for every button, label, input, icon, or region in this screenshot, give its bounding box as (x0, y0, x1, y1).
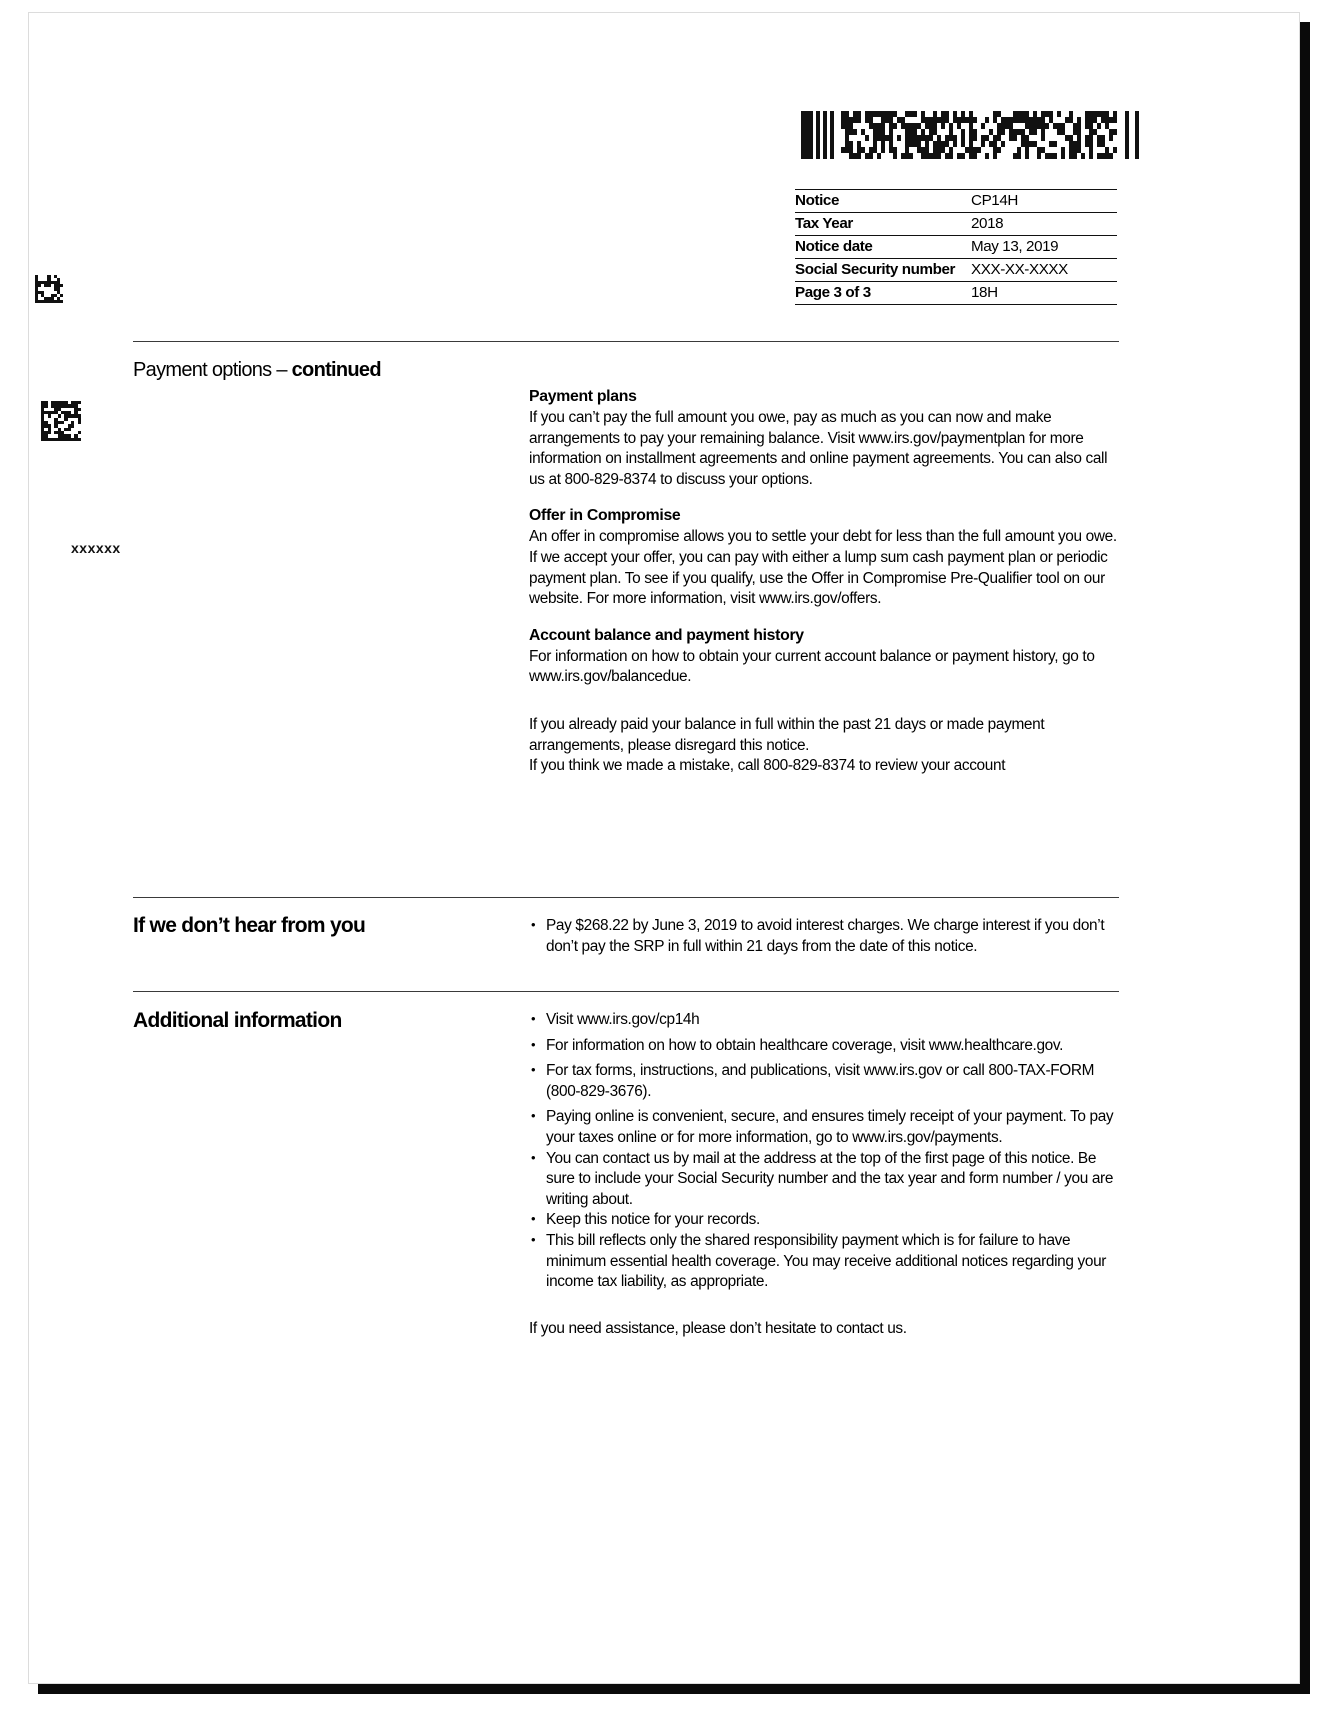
list-item: • This bill reflects only the shared responsibility payment which is for failure to have minimum essential health coverage. You may receive additional notices regarding your income tax liability, as appropriate. (529, 1231, 1119, 1293)
notice-date-value: May 13, 2019 (971, 236, 1117, 259)
payment-options-body (529, 386, 1119, 777)
block-payment-plans (529, 386, 1119, 490)
paragraph-account-balance: For information on how to obtain your current account balance or payment history, go to www.irs.gov/balancedue. (529, 647, 1095, 686)
ssn-label: Social Security number (795, 259, 971, 282)
list-item: • Keep this notice for your records. (529, 1210, 1119, 1231)
table-row (795, 282, 1117, 305)
table-row (795, 236, 1117, 259)
margin-datamatrix-icon-middle (41, 401, 81, 441)
table-row (795, 213, 1117, 236)
mail-routing-barcode (801, 111, 1143, 159)
section-title-payment-options-bold: continued (291, 359, 381, 381)
if-we-dont-hear-body (529, 916, 1119, 957)
notice-date-label: Notice date (795, 236, 971, 259)
ssn-value: XXX-XX-XXXX (971, 259, 1117, 282)
heading-account-balance: Account balance and payment history (529, 626, 804, 644)
page-number-label: Page 3 of 3 (795, 282, 971, 305)
margin-code-text: xxxxxx (71, 540, 121, 556)
list-item: • Visit www.irs.gov/cp14h (529, 1010, 1119, 1031)
section-title-if-we-dont-hear: If we don’t hear from you (133, 914, 366, 937)
notice-page (28, 12, 1300, 1684)
block-offer-in-compromise (529, 505, 1119, 609)
section-title-payment-options (133, 359, 381, 382)
list-item: • For information on how to obtain healthcare coverage, visit www.healthcare.gov. (529, 1036, 1119, 1057)
paragraph-already-paid: If you already paid your balance in full within the past 21 days or made payment arrangements, please disregard this notice. (529, 715, 1045, 754)
notice-label: Notice (795, 190, 971, 213)
list-item: • For tax forms, instructions, and publications, visit www.irs.gov or call 800-TAX-FORM (800-829-3676). (529, 1061, 1119, 1102)
if-we-dont-hear-bullet-list (529, 916, 1119, 957)
list-item: • You can contact us by mail at the address at the top of the first page of this notice. Be sure to include your Social Security number and the tax year and form number / you are writing about. (529, 1149, 1119, 1211)
paragraph-mistake: If you think we made a mistake, call 800-829-8374 to review your account (529, 757, 1006, 775)
page-code-value: 18H (971, 282, 1117, 305)
paragraph-offer-in-compromise: An offer in compromise allows you to settle your debt for less than the full amount you owe. If we accept your offer, you can pay with either a lump sum cash payment plan or periodic payment plan. To see if you qualify, use the Offer in Compromise Pre-Qualifier tool on our website. For more information, visit www.irs.gov/offers. (529, 528, 1117, 608)
notice-value: CP14H (971, 190, 1117, 213)
tax-year-label: Tax Year (795, 213, 971, 236)
table-row (795, 190, 1117, 213)
list-item: • Pay $268.22 by June 3, 2019 to avoid interest charges. We charge interest if you don’t don’t pay the SRP in full within 21 days from the date of this notice. (529, 916, 1119, 957)
paragraph-payment-plans: If you can’t pay the full amount you owe, pay as much as you can now and make arrangements to pay your remaining balance. Visit www.irs.gov/paymentplan for more information on installment agreements and online payment agreements. You can also call us at 800-829-8374 to discuss your options. (529, 409, 1108, 488)
closing-paragraph: If you need assistance, please don’t hesitate to contact us. (529, 1319, 907, 1337)
additional-information-body (529, 1010, 1119, 1339)
additional-information-bullet-list (529, 1010, 1119, 1293)
notice-info-table (795, 189, 1117, 305)
table-row (795, 259, 1117, 282)
tax-year-value: 2018 (971, 213, 1117, 236)
section-divider-if-we-dont-hear (133, 897, 1119, 898)
list-item: • Paying online is convenient, secure, and ensures timely receipt of your payment. To pay your taxes online or for more information, go to www.irs.gov/payments. (529, 1107, 1119, 1148)
section-divider-additional-information (133, 991, 1119, 992)
block-disregard-notice (529, 715, 1119, 777)
section-title-payment-options-regular: Payment options – (133, 359, 292, 381)
section-divider-payment-options (133, 341, 1119, 342)
margin-datamatrix-icon-top (35, 275, 63, 303)
block-account-balance (529, 625, 1119, 688)
section-title-additional-information: Additional information (133, 1009, 342, 1032)
heading-offer-in-compromise: Offer in Compromise (529, 507, 681, 525)
heading-payment-plans: Payment plans (529, 388, 637, 405)
